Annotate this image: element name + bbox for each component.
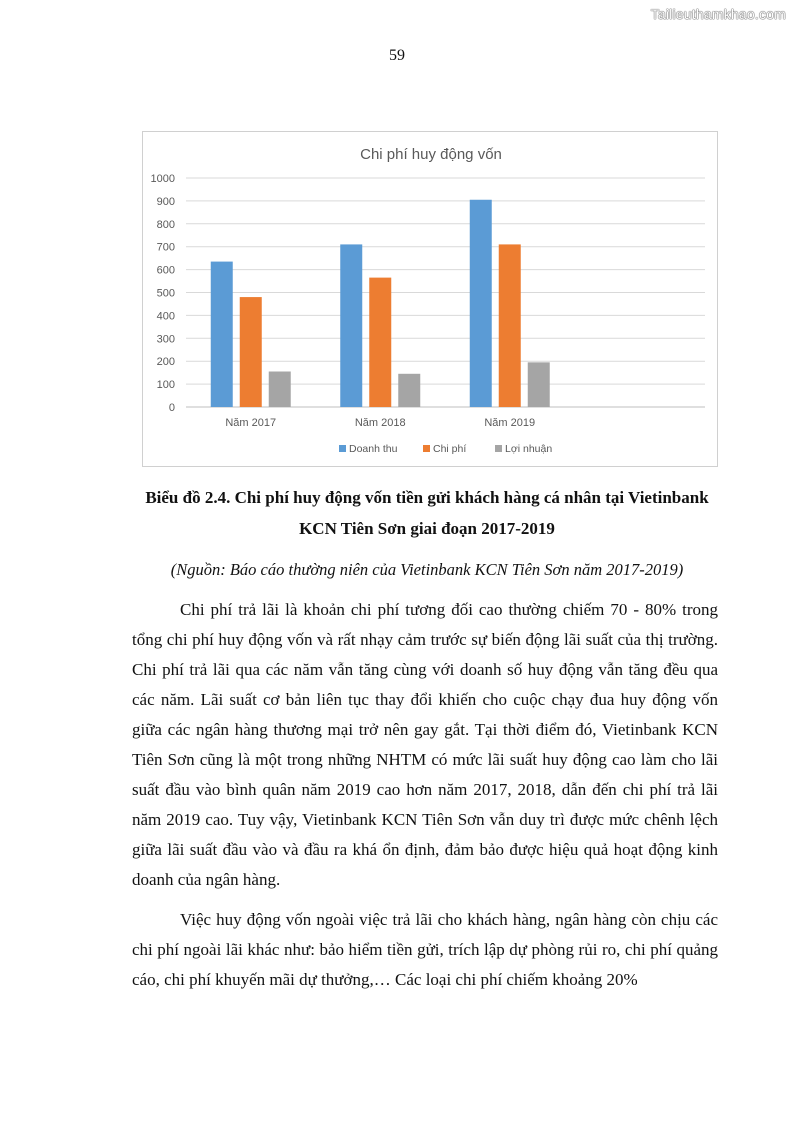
chart-gridlines <box>186 178 705 407</box>
y-tick-label: 1000 <box>150 173 175 185</box>
bar-Lợi nhuận-Năm 2017 <box>269 372 291 407</box>
figure-caption-line-2: KCN Tiên Sơn giai đoạn 2017-2019 <box>299 519 555 538</box>
watermark: Tailieuthamkhao.com <box>650 6 786 22</box>
chart-container <box>142 131 718 467</box>
y-tick-label: 400 <box>156 310 175 323</box>
figure-source: (Nguồn: Báo cáo thường niên của Vietinbank KCN Tiên Sơn năm 2017-2019) <box>170 560 684 579</box>
y-tick-label: 800 <box>156 218 175 231</box>
y-tick-label: 500 <box>156 287 175 300</box>
page-number: 59 <box>389 47 405 64</box>
bar-Chi phí-Năm 2017 <box>240 297 262 407</box>
y-tick-label: 0 <box>168 402 175 414</box>
y-tick-label: 300 <box>156 333 175 346</box>
chart-y-axis <box>151 173 175 414</box>
bar-Doanh thu-Năm 2017 <box>211 262 233 407</box>
chart-legend <box>339 443 552 455</box>
bar-chart <box>143 132 719 468</box>
bar-Chi phí-Năm 2018 <box>369 278 391 407</box>
bar-Chi phí-Năm 2019 <box>499 244 521 407</box>
body-paragraph-2: Việc huy động vốn ngoài việc trả lãi cho khách hàng, ngân hàng còn chịu các chi phí ngoài lãi khác như: bảo hiểm tiền gửi, trích lập dự phòng rủi ro, chi phí quảng cáo, chi phí khuyến mãi dự thưởng,… Các loại chi phí chiếm khoảng 20% <box>132 910 718 989</box>
legend-swatch <box>495 445 502 452</box>
bar-Doanh thu-Năm 2019 <box>470 200 492 407</box>
y-tick-label: 200 <box>156 356 175 369</box>
x-tick-label: Năm 2018 <box>354 417 406 429</box>
chart-x-axis <box>225 417 535 429</box>
legend-swatch <box>339 445 346 452</box>
y-tick-label: 100 <box>156 379 175 392</box>
y-tick-label: 700 <box>156 241 175 254</box>
bar-Lợi nhuận-Năm 2018 <box>398 374 420 407</box>
x-tick-label: Năm 2019 <box>484 417 536 429</box>
y-tick-label: 900 <box>156 195 175 208</box>
chart-title: Chi phí huy động vốn <box>360 146 502 163</box>
legend-swatch <box>423 445 430 452</box>
y-tick-label: 600 <box>156 264 175 277</box>
figure-caption-line-1: Biểu đồ 2.4. Chi phí huy động vốn tiền gửi khách hàng cá nhân tại Vietinbank <box>145 488 709 507</box>
bar-Lợi nhuận-Năm 2019 <box>528 362 550 407</box>
x-tick-label: Năm 2017 <box>225 417 277 429</box>
body-paragraph-1: Chi phí trả lãi là khoản chi phí tương đối cao thường chiếm 70 - 80% trong tổng chi phí huy động vốn và rất nhạy cảm trước sự biến động lãi suất của thị trường. Chi phí trả lãi qua các năm vẫn tăng cùng với doanh số huy động vẫn tăng đều qua các năm. Lãi suất cơ bản liên tục thay đổi khiến cho cuộc chạy đua huy động vốn giữa các ngân hàng thương mại trở nên gay gắt. Tại thời điểm đó, Vietinbank KCN Tiên Sơn cũng là một trong những NHTM có mức lãi suất huy động cao làm cho lãi suất đầu vào bình quân năm 2019 cao hơn năm 2017, 2018, dẫn đến chi phí trả lãi năm 2019 cao. Tuy vậy, Vietinbank KCN Tiên Sơn vẫn duy trì được mức chênh lệch giữa lãi suất đầu vào và đầu ra khá ổn định, đảm bảo được hiệu quả hoạt động kinh doanh của ngân hàng. <box>132 600 718 889</box>
bar-Doanh thu-Năm 2018 <box>340 244 362 407</box>
legend-label: Lợi nhuận <box>505 443 553 455</box>
legend-label: Chi phí <box>433 443 467 455</box>
chart-bars <box>211 200 550 407</box>
legend-label: Doanh thu <box>349 443 398 455</box>
